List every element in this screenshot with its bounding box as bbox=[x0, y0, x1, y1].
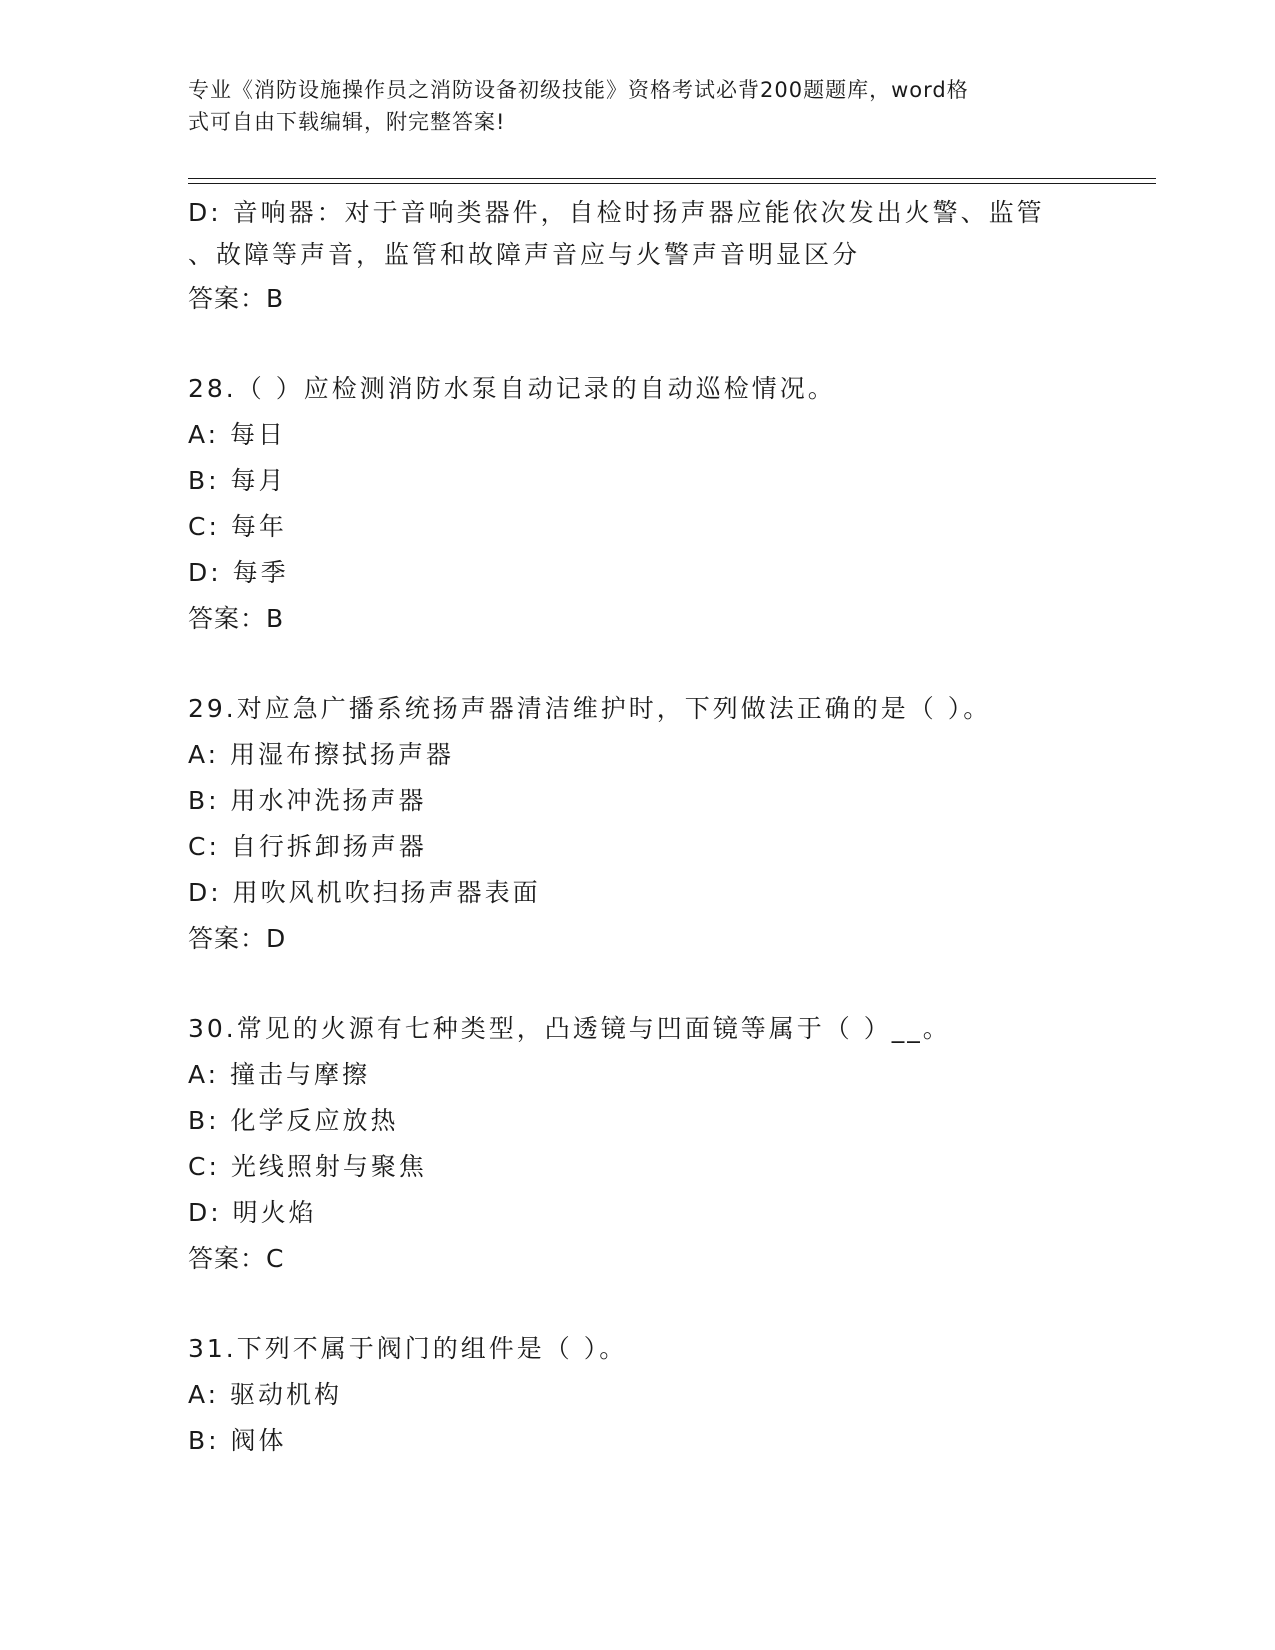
option-d: D: 用吹风机吹扫扬声器表面 bbox=[188, 878, 541, 907]
header-divider-top bbox=[188, 178, 1156, 179]
header-divider-bottom bbox=[188, 183, 1156, 184]
answer-line: 答案：B bbox=[188, 604, 285, 633]
option-b: B: 阀体 bbox=[188, 1426, 287, 1455]
option-b: B: 用水冲洗扬声器 bbox=[188, 786, 427, 815]
header-line-2: 式可自由下载编辑，附完整答案! bbox=[188, 110, 506, 134]
answer-line: 答案：C bbox=[188, 1244, 285, 1273]
option-d-continued: 、故障等声音，监管和故障声音应与火警声音明显区分 bbox=[188, 240, 861, 269]
question-block bbox=[188, 686, 1088, 962]
option-b: B: 每月 bbox=[188, 466, 287, 495]
document-header bbox=[188, 74, 1088, 138]
question-block bbox=[188, 366, 1088, 642]
option-d: D: 明火焰 bbox=[188, 1198, 317, 1227]
option-d: D: 音响器：对于音响类器件，自检时扬声器应能依次发出火警、监管 bbox=[188, 198, 1045, 227]
option-c: C: 每年 bbox=[188, 512, 287, 541]
question-stem: 31.下列不属于阀门的组件是（ ）。 bbox=[188, 1334, 628, 1363]
question-stem: 30.常见的火源有七种类型，凸透镜与凹面镜等属于（ ）__。 bbox=[188, 1014, 951, 1043]
question-stem: 29.对应急广播系统扬声器清洁维护时，下列做法正确的是（ ）。 bbox=[188, 694, 992, 723]
question-list bbox=[188, 192, 1088, 1464]
option-d: D: 每季 bbox=[188, 558, 289, 587]
question-stem: 28.（ ）应检测消防水泵自动记录的自动巡检情况。 bbox=[188, 374, 836, 403]
question-block bbox=[188, 1006, 1088, 1282]
option-a: A: 驱动机构 bbox=[188, 1380, 343, 1409]
option-a: A: 撞击与摩擦 bbox=[188, 1060, 371, 1089]
answer-line: 答案：D bbox=[188, 924, 287, 953]
option-b: B: 化学反应放热 bbox=[188, 1106, 399, 1135]
header-line-1: 专业《消防设施操作员之消防设备初级技能》资格考试必背200题题库，word格 bbox=[188, 78, 969, 102]
question-block bbox=[188, 1326, 1088, 1464]
answer-line: 答案：B bbox=[188, 284, 285, 313]
option-c: C: 自行拆卸扬声器 bbox=[188, 832, 427, 861]
option-a: A: 用湿布擦拭扬声器 bbox=[188, 740, 455, 769]
option-a: A: 每日 bbox=[188, 420, 287, 449]
option-c: C: 光线照射与聚焦 bbox=[188, 1152, 427, 1181]
